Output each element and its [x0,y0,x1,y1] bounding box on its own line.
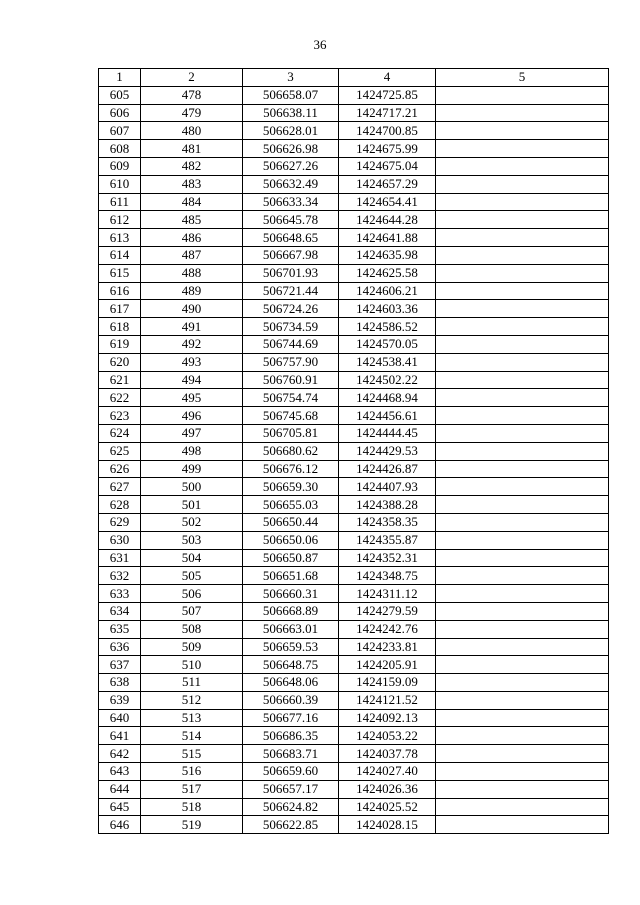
table-header-row [99,69,609,87]
x-coordinate-cell: 506624.82 [243,798,339,816]
point-number-cell: 516 [141,763,243,781]
point-number-cell: 504 [141,549,243,567]
row-number-cell: 610 [99,175,141,193]
y-coordinate-cell: 1424725.85 [339,86,436,104]
table-row [99,656,609,674]
note-cell [436,389,609,407]
y-coordinate-cell: 1424026.36 [339,780,436,798]
table-row [99,460,609,478]
note-cell [436,780,609,798]
table-row [99,335,609,353]
note-cell [436,318,609,336]
point-number-cell: 482 [141,157,243,175]
y-coordinate-cell: 1424468.94 [339,389,436,407]
row-number-cell: 608 [99,140,141,158]
table-row [99,86,609,104]
table-row [99,780,609,798]
table-row [99,620,609,638]
table-row [99,371,609,389]
table-row [99,211,609,229]
note-cell [436,816,609,834]
point-number-cell: 494 [141,371,243,389]
note-cell [436,674,609,692]
x-coordinate-cell: 506632.49 [243,175,339,193]
point-number-cell: 484 [141,193,243,211]
y-coordinate-cell: 1424279.59 [339,602,436,620]
x-coordinate-cell: 506645.78 [243,211,339,229]
point-number-cell: 507 [141,602,243,620]
x-coordinate-cell: 506676.12 [243,460,339,478]
x-coordinate-cell: 506724.26 [243,300,339,318]
table-row [99,246,609,264]
row-number-cell: 641 [99,727,141,745]
note-cell [436,175,609,193]
y-coordinate-cell: 1424444.45 [339,424,436,442]
row-number-cell: 619 [99,335,141,353]
point-number-cell: 514 [141,727,243,745]
point-number-cell: 489 [141,282,243,300]
table-row [99,513,609,531]
row-number-cell: 637 [99,656,141,674]
table-row [99,638,609,656]
point-number-cell: 495 [141,389,243,407]
point-number-cell: 518 [141,798,243,816]
row-number-cell: 646 [99,816,141,834]
row-number-cell: 618 [99,318,141,336]
y-coordinate-cell: 1424092.13 [339,709,436,727]
note-cell [436,264,609,282]
row-number-cell: 636 [99,638,141,656]
note-cell [436,531,609,549]
point-number-cell: 493 [141,353,243,371]
y-coordinate-cell: 1424570.05 [339,335,436,353]
table-row [99,389,609,407]
y-coordinate-cell: 1424606.21 [339,282,436,300]
note-cell [436,211,609,229]
point-number-cell: 512 [141,691,243,709]
y-coordinate-cell: 1424388.28 [339,496,436,514]
x-coordinate-cell: 506627.26 [243,157,339,175]
note-cell [436,229,609,247]
x-coordinate-cell: 506648.06 [243,674,339,692]
x-coordinate-cell: 506760.91 [243,371,339,389]
x-coordinate-cell: 506734.59 [243,318,339,336]
point-number-cell: 492 [141,335,243,353]
x-coordinate-cell: 506655.03 [243,496,339,514]
point-number-cell: 488 [141,264,243,282]
point-number-cell: 503 [141,531,243,549]
row-number-cell: 642 [99,745,141,763]
y-coordinate-cell: 1424603.36 [339,300,436,318]
x-coordinate-cell: 506648.65 [243,229,339,247]
x-coordinate-cell: 506659.60 [243,763,339,781]
page-number: 36 [313,37,327,52]
point-number-cell: 480 [141,122,243,140]
x-coordinate-cell: 506633.34 [243,193,339,211]
x-coordinate-cell: 506650.87 [243,549,339,567]
note-cell [436,798,609,816]
y-coordinate-cell: 1424159.09 [339,674,436,692]
column-header-1: 1 [99,69,141,87]
point-number-cell: 501 [141,496,243,514]
point-number-cell: 496 [141,407,243,425]
x-coordinate-cell: 506651.68 [243,567,339,585]
row-number-cell: 644 [99,780,141,798]
x-coordinate-cell: 506745.68 [243,407,339,425]
y-coordinate-cell: 1424352.31 [339,549,436,567]
note-cell [436,300,609,318]
note-cell [436,727,609,745]
point-number-cell: 498 [141,442,243,460]
row-number-cell: 628 [99,496,141,514]
note-cell [436,122,609,140]
x-coordinate-cell: 506744.69 [243,335,339,353]
table-row [99,745,609,763]
point-number-cell: 519 [141,816,243,834]
row-number-cell: 605 [99,86,141,104]
row-number-cell: 616 [99,282,141,300]
note-cell [436,691,609,709]
y-coordinate-cell: 1424456.61 [339,407,436,425]
y-coordinate-cell: 1424028.15 [339,816,436,834]
point-number-cell: 485 [141,211,243,229]
note-cell [436,442,609,460]
x-coordinate-cell: 506659.30 [243,478,339,496]
point-number-cell: 478 [141,86,243,104]
y-coordinate-cell: 1424502.22 [339,371,436,389]
x-coordinate-cell: 506638.11 [243,104,339,122]
y-coordinate-cell: 1424625.58 [339,264,436,282]
table-row [99,424,609,442]
x-coordinate-cell: 506648.75 [243,656,339,674]
note-cell [436,335,609,353]
note-cell [436,157,609,175]
x-coordinate-cell: 506628.01 [243,122,339,140]
table-row [99,104,609,122]
row-number-cell: 645 [99,798,141,816]
y-coordinate-cell: 1424355.87 [339,531,436,549]
row-number-cell: 635 [99,620,141,638]
row-number-cell: 614 [99,246,141,264]
x-coordinate-cell: 506668.89 [243,602,339,620]
note-cell [436,763,609,781]
row-number-cell: 607 [99,122,141,140]
y-coordinate-cell: 1424242.76 [339,620,436,638]
column-header-4: 4 [339,69,436,87]
table-row [99,353,609,371]
x-coordinate-cell: 506650.06 [243,531,339,549]
note-cell [436,246,609,264]
row-number-cell: 629 [99,513,141,531]
table-row [99,282,609,300]
table-row [99,229,609,247]
row-number-cell: 638 [99,674,141,692]
table-row [99,407,609,425]
note-cell [436,496,609,514]
row-number-cell: 631 [99,549,141,567]
y-coordinate-cell: 1424635.98 [339,246,436,264]
y-coordinate-cell: 1424654.41 [339,193,436,211]
point-number-cell: 515 [141,745,243,763]
row-number-cell: 617 [99,300,141,318]
x-coordinate-cell: 506659.53 [243,638,339,656]
coordinates-table [98,68,609,834]
row-number-cell: 643 [99,763,141,781]
x-coordinate-cell: 506663.01 [243,620,339,638]
table-row [99,442,609,460]
note-cell [436,140,609,158]
row-number-cell: 627 [99,478,141,496]
note-cell [436,656,609,674]
table-row [99,496,609,514]
point-number-cell: 481 [141,140,243,158]
row-number-cell: 615 [99,264,141,282]
y-coordinate-cell: 1424121.52 [339,691,436,709]
table-row [99,531,609,549]
y-coordinate-cell: 1424426.87 [339,460,436,478]
row-number-cell: 634 [99,602,141,620]
point-number-cell: 479 [141,104,243,122]
table-row [99,478,609,496]
table-row [99,585,609,603]
note-cell [436,567,609,585]
point-number-cell: 505 [141,567,243,585]
table-row [99,763,609,781]
x-coordinate-cell: 506660.39 [243,691,339,709]
table-row [99,318,609,336]
x-coordinate-cell: 506667.98 [243,246,339,264]
y-coordinate-cell: 1424233.81 [339,638,436,656]
table-row [99,602,609,620]
row-number-cell: 624 [99,424,141,442]
table-row [99,549,609,567]
point-number-cell: 491 [141,318,243,336]
column-header-5: 5 [436,69,609,87]
row-number-cell: 626 [99,460,141,478]
point-number-cell: 502 [141,513,243,531]
point-number-cell: 500 [141,478,243,496]
point-number-cell: 499 [141,460,243,478]
note-cell [436,353,609,371]
table-row [99,193,609,211]
x-coordinate-cell: 506683.71 [243,745,339,763]
row-number-cell: 640 [99,709,141,727]
x-coordinate-cell: 506705.81 [243,424,339,442]
y-coordinate-cell: 1424205.91 [339,656,436,674]
point-number-cell: 506 [141,585,243,603]
table-row [99,300,609,318]
y-coordinate-cell: 1424053.22 [339,727,436,745]
row-number-cell: 622 [99,389,141,407]
x-coordinate-cell: 506686.35 [243,727,339,745]
point-number-cell: 483 [141,175,243,193]
y-coordinate-cell: 1424717.21 [339,104,436,122]
note-cell [436,549,609,567]
point-number-cell: 508 [141,620,243,638]
x-coordinate-cell: 506650.44 [243,513,339,531]
note-cell [436,104,609,122]
x-coordinate-cell: 506754.74 [243,389,339,407]
y-coordinate-cell: 1424027.40 [339,763,436,781]
point-number-cell: 513 [141,709,243,727]
table-row [99,674,609,692]
y-coordinate-cell: 1424700.85 [339,122,436,140]
y-coordinate-cell: 1424311.12 [339,585,436,603]
row-number-cell: 632 [99,567,141,585]
x-coordinate-cell: 506721.44 [243,282,339,300]
table-row [99,727,609,745]
x-coordinate-cell: 506658.07 [243,86,339,104]
note-cell [436,86,609,104]
row-number-cell: 623 [99,407,141,425]
y-coordinate-cell: 1424037.78 [339,745,436,763]
table-row [99,157,609,175]
y-coordinate-cell: 1424025.52 [339,798,436,816]
note-cell [436,282,609,300]
row-number-cell: 611 [99,193,141,211]
y-coordinate-cell: 1424586.52 [339,318,436,336]
x-coordinate-cell: 506626.98 [243,140,339,158]
row-number-cell: 625 [99,442,141,460]
note-cell [436,602,609,620]
note-cell [436,638,609,656]
table-row [99,567,609,585]
note-cell [436,478,609,496]
point-number-cell: 509 [141,638,243,656]
x-coordinate-cell: 506660.31 [243,585,339,603]
x-coordinate-cell: 506657.17 [243,780,339,798]
row-number-cell: 606 [99,104,141,122]
note-cell [436,709,609,727]
note-cell [436,620,609,638]
row-number-cell: 613 [99,229,141,247]
y-coordinate-cell: 1424429.53 [339,442,436,460]
table-row [99,140,609,158]
table-body [99,86,609,833]
point-number-cell: 487 [141,246,243,264]
point-number-cell: 486 [141,229,243,247]
table-row [99,691,609,709]
note-cell [436,193,609,211]
point-number-cell: 497 [141,424,243,442]
x-coordinate-cell: 506622.85 [243,816,339,834]
note-cell [436,745,609,763]
row-number-cell: 621 [99,371,141,389]
y-coordinate-cell: 1424538.41 [339,353,436,371]
point-number-cell: 511 [141,674,243,692]
row-number-cell: 633 [99,585,141,603]
y-coordinate-cell: 1424675.99 [339,140,436,158]
x-coordinate-cell: 506757.90 [243,353,339,371]
column-header-3: 3 [243,69,339,87]
column-header-2: 2 [141,69,243,87]
row-number-cell: 639 [99,691,141,709]
y-coordinate-cell: 1424641.88 [339,229,436,247]
point-number-cell: 517 [141,780,243,798]
row-number-cell: 630 [99,531,141,549]
y-coordinate-cell: 1424348.75 [339,567,436,585]
note-cell [436,371,609,389]
table-row [99,175,609,193]
x-coordinate-cell: 506701.93 [243,264,339,282]
table-row [99,122,609,140]
row-number-cell: 612 [99,211,141,229]
row-number-cell: 620 [99,353,141,371]
y-coordinate-cell: 1424358.35 [339,513,436,531]
y-coordinate-cell: 1424657.29 [339,175,436,193]
point-number-cell: 510 [141,656,243,674]
table-row [99,264,609,282]
note-cell [436,424,609,442]
note-cell [436,585,609,603]
y-coordinate-cell: 1424407.93 [339,478,436,496]
note-cell [436,460,609,478]
table-row [99,709,609,727]
table-row [99,816,609,834]
note-cell [436,513,609,531]
x-coordinate-cell: 506680.62 [243,442,339,460]
point-number-cell: 490 [141,300,243,318]
y-coordinate-cell: 1424675.04 [339,157,436,175]
note-cell [436,407,609,425]
y-coordinate-cell: 1424644.28 [339,211,436,229]
table-row [99,798,609,816]
x-coordinate-cell: 506677.16 [243,709,339,727]
row-number-cell: 609 [99,157,141,175]
